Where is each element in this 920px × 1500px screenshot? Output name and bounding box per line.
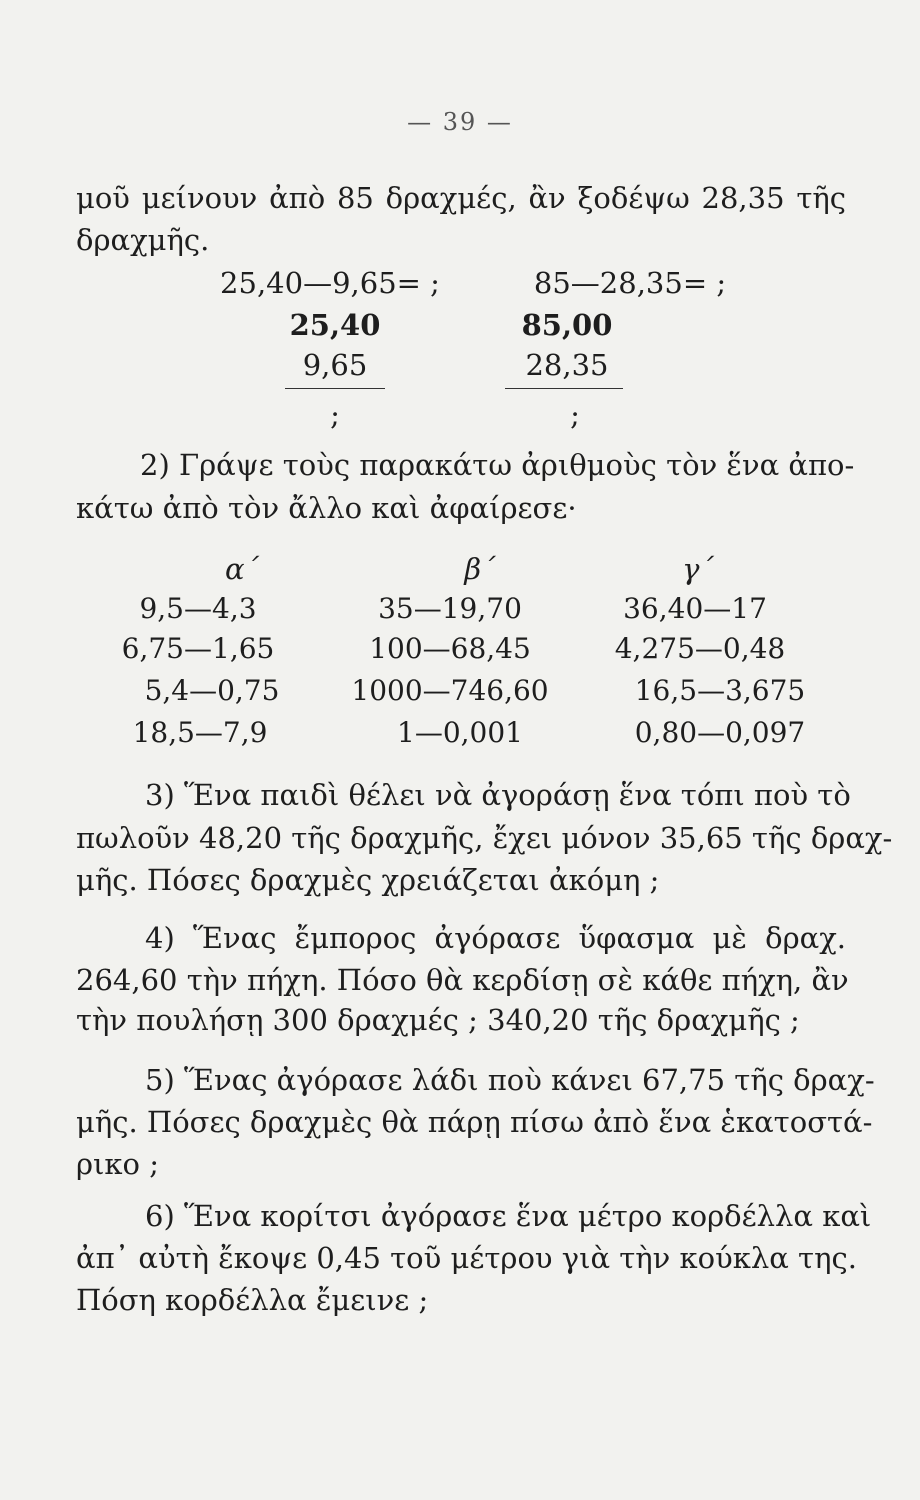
exercise-4-line-2: 264,60 τὴν πήχη. Πόσο θὰ κερδίσῃ σὲ κάθε πήχη, ἂν: [76, 963, 849, 997]
worked-right-subtrahend: 28,35: [525, 348, 609, 382]
exercise-5-line-3: ρικο ;: [76, 1147, 159, 1181]
exercise-2-line-2: κάτω ἀπὸ τὸν ἄλλο καὶ ἀφαίρεσε·: [76, 491, 577, 525]
exercise-5-line-2: μῆς. Πόσες δραχμὲς θὰ πάρῃ πίσω ἀπὸ ἕνα ἑκατοστά-: [76, 1105, 873, 1139]
intro-line-2: δραχμῆς.: [76, 223, 210, 257]
exercise-3-line-1: 3) Ἕνα παιδὶ θέλει νὰ ἀγοράσῃ ἕνα τόπι ποὺ τὸ: [145, 778, 851, 812]
table-cell: 100—68,45: [369, 632, 531, 665]
worked-left-result: ;: [330, 398, 340, 432]
column-header-beta: β΄: [464, 552, 496, 586]
exercise-6-line-3: Πόση κορδέλλα ἔμεινε ;: [76, 1283, 429, 1317]
worked-right-minuend: 85,00: [521, 308, 613, 342]
intro-line-1: μοῦ μείνουν ἀπὸ 85 δραχμές, ἂν ξοδέψω 28,35 τῆς: [76, 181, 846, 215]
worked-left-subtrahend: 9,65: [302, 348, 368, 382]
exercise-4-line-1: 4) Ἕνας ἔμπορος ἀγόρασε ὕφασμα μὲ δραχ.: [145, 921, 846, 955]
worked-left-rule: [285, 388, 385, 389]
column-header-gamma: γ΄: [682, 552, 714, 586]
table-cell: 18,5—7,9: [132, 716, 268, 749]
worked-left-minuend: 25,40: [289, 308, 381, 342]
exercise-6-line-1: 6) Ἕνα κορίτσι ἀγόρασε ἕνα μέτρο κορδέλλα καὶ: [145, 1199, 872, 1233]
exercise-2-line-1: 2) Γράψε τοὺς παρακάτω ἀριθμοὺς τὸν ἕνα ἀπο-: [140, 448, 855, 482]
table-cell: 16,5—3,675: [634, 674, 806, 707]
table-cell: 9,5—4,3: [139, 592, 257, 625]
exercise-3-line-3: μῆς. Πόσες δραχμὲς χρειάζεται ἀκόμη ;: [76, 863, 660, 897]
worked-right-result: ;: [570, 398, 580, 432]
column-header-alpha: α΄: [224, 552, 260, 586]
table-cell: 4,275—0,48: [614, 632, 786, 665]
table-cell: 0,80—0,097: [634, 716, 806, 749]
exercise-6-line-2: ἀπ᾽ αὐτὴ ἔκοψε 0,45 τοῦ μέτρου γιὰ τὴν κούκλα της.: [76, 1241, 857, 1275]
table-cell: 6,75—1,65: [121, 632, 275, 665]
table-cell: 36,40—17: [623, 592, 767, 625]
page-number: — 39 —: [407, 108, 513, 136]
table-cell: 1000—746,60: [351, 674, 549, 707]
worked-right-rule: [505, 388, 623, 389]
table-cell: 35—19,70: [378, 592, 522, 625]
exercise-5-line-1: 5) Ἕνας ἀγόρασε λάδι ποὺ κάνει 67,75 τῆς δραχ-: [145, 1063, 875, 1097]
table-cell: 5,4—0,75: [144, 674, 280, 707]
worked-left-expression: 25,40—9,65= ;: [220, 266, 440, 300]
table-cell: 1—0,001: [397, 716, 523, 749]
worked-right-expression: 85—28,35= ;: [533, 266, 727, 300]
exercise-4-line-3: τὴν πουλήσῃ 300 δραχμές ; 340,20 τῆς δραχμῆς ;: [76, 1003, 800, 1037]
exercise-3-line-2: πωλοῦν 48,20 τῆς δραχμῆς, ἔχει μόνον 35,65 τῆς δραχ-: [76, 821, 893, 855]
